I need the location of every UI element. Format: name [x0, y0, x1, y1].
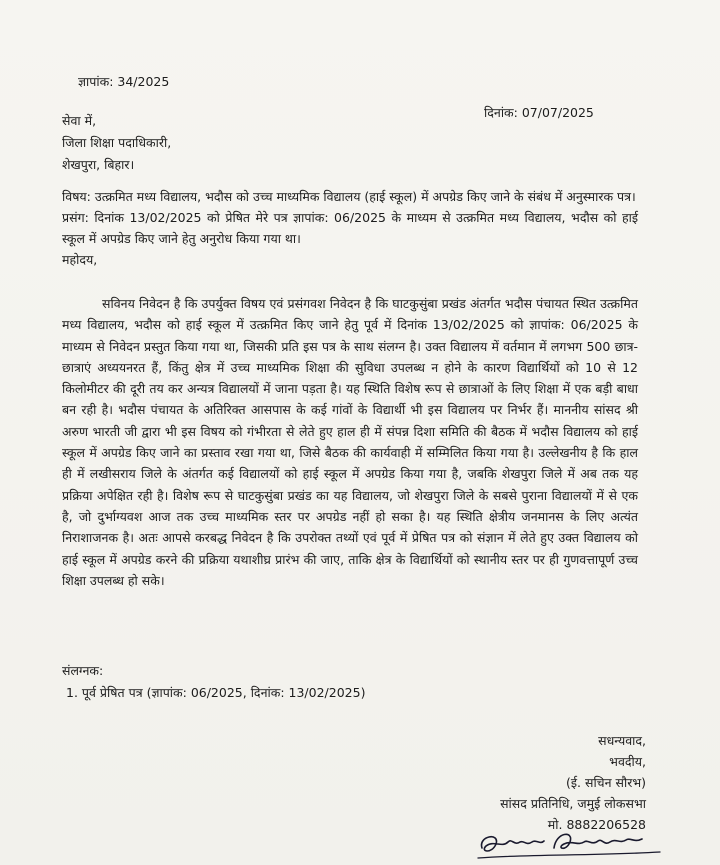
reference-line: प्रसंग: दिनांक 13/02/2025 को प्रेषित मेरे पत्र ज्ञापांक: 06/2025 के माध्यम से उत्क्रमित मध्य विद्यालय, भदौस को हाई स्कूल में अपग्रेड किए जाने हेतु अनुरोध किया गया था। — [62, 210, 638, 246]
salutation: सेवा में, — [62, 113, 97, 128]
sender-name: (ई. सचिन सौरभ) — [566, 775, 646, 790]
recipient-designation: जिला शिक्षा पदाधिकारी, — [62, 135, 172, 150]
subject-line: विषय: उत्क्रमित मध्य विद्यालय, भदौस को उच्च माध्यमिक विद्यालय (हाई स्कूल) में अपग्रेड किए जाने के संबंध में अनुस्मारक पत्र। — [62, 189, 636, 204]
enclosure-block — [62, 660, 365, 704]
enclosure-item: 1. पूर्व प्रेषित पत्र (ज्ञापांक: 06/2025, दिनांक: 13/02/2025) — [66, 685, 366, 700]
sender-mobile: मो. 8882206528 — [547, 817, 646, 832]
closing-yours: भवदीय, — [609, 754, 646, 769]
recipient-location: शेखपुरा, बिहार। — [62, 157, 135, 172]
handwritten-signature — [470, 818, 670, 864]
letter-date: दिनांक: 07/07/2025 — [484, 105, 594, 120]
body-block — [62, 293, 638, 591]
subject-block — [62, 186, 638, 270]
sender-designation: सांसद प्रतिनिधि, जमुई लोकसभा — [500, 796, 646, 811]
enclosure-heading: संलग्नक: — [62, 663, 104, 678]
closing-thanks: सधन्यवाद, — [598, 733, 646, 748]
reference-number: ज्ञापांक: 34/2025 — [78, 74, 170, 89]
body-paragraph: सविनय निवेदन है कि उपर्युक्त विषय एवं प्रसंगवश निवेदन है कि घाटकुसुंबा प्रखंड अंतर्गत भदौस पंचायत स्थित उत्क्रमित मध्य विद्यालय, भदौस को हाई स्कूल में उत्क्रमित किए जाने हेतु पूर्व में दिनांक 13/02/2025 को ज्ञापांक: 06/2025 के माध्यम से निवेदन प्रस्तुत किया गया था, जिसकी प्रति इस पत्र के साथ संलग्न है। उक्त विद्यालय में वर्तमान में लगभग 500 छात्र-छात्राएं अध्ययनरत हैं, किंतु क्षेत्र में उच्च माध्यमिक शिक्षा की सुविधा उपलब्ध न होने के कारण विद्यार्थियों को 10 से 12 किलोमीटर की दूरी तय कर अन्यत्र विद्यालयों में जाना पड़ता है। यह स्थिति विशेष रूप से छात्राओं के लिए शिक्षा में एक बड़ी बाधा बन रही है। भदौस पंचायत के अतिरिक्त आसपास के कई गांवों के विद्यार्थी भी इस विद्यालय पर निर्भर हैं। माननीय सांसद श्री अरुण भारती जी द्वारा भी इस विषय को गंभीरता से लेते हुए हाल ही में संपन्न दिशा समिति की बैठक में भदौस विद्यालय को हाई स्कूल में अपग्रेड किए जाने का प्रस्ताव रखा गया था, जिसे बैठक की कार्यवाही में सम्मिलित किया गया है। उल्लेखनीय है कि हाल ही में लखीसराय जिले के अंतर्गत कई विद्यालयों को हाई स्कूल में अपग्रेड किया गया है, जबकि शेखपुरा जिले में अब तक यह प्रक्रिया अपेक्षित रही है। विशेष रूप से घाटकुसुंबा प्रखंड का यह विद्यालय, जो शेखपुरा जिले के सबसे पुराना विद्यालयों में से एक है, जो दुर्भाग्यवश आज तक उच्च माध्यमिक स्तर पर अपग्रेड नहीं हो सका है। यह स्थिति क्षेत्रीय जनमानस के लिए अत्यंत निराशाजनक है। अतः आपसे करबद्ध निवेदन है कि उपरोक्त तथ्यों एवं पूर्व में प्रेषित पत्र को संज्ञान में लेते हुए उक्त विद्यालय को हाई स्कूल में अपग्रेड करने की प्रक्रिया यथाशीघ्र प्रारंभ की जाए, ताकि क्षेत्र के विद्यार्थियों को स्थानीय स्तर पर ही गुणवत्तापूर्ण उच्च शिक्षा उपलब्ध हो सके। — [62, 296, 638, 588]
recipient-block — [62, 110, 171, 176]
addressing: महोदय, — [62, 252, 98, 267]
